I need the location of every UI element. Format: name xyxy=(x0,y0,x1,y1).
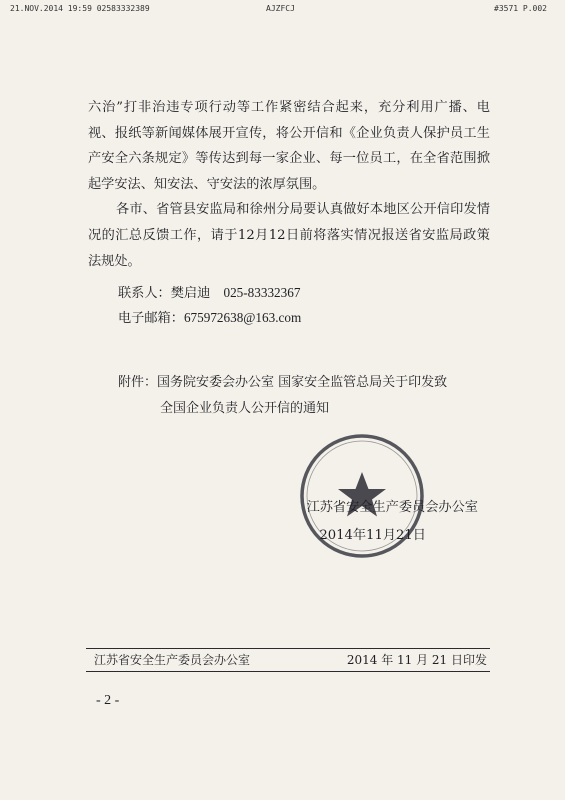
contact-email-label: 电子邮箱： xyxy=(118,311,184,327)
contact-email-row xyxy=(118,305,490,330)
body-paragraph-2: 各市、省管县安监局和徐州分局要认真做好本地区公开信印发情况的汇总反馈工作，请于12月12日前将落实情况报送省安监局政策法规处。 xyxy=(88,202,490,269)
signature-date: 2014年11月21日 xyxy=(319,528,426,543)
attachment-line-2: 全国企业负责人公开信的通知 xyxy=(160,401,330,416)
attachment-line-1: 附件：国务院安委会办公室 国家安全监管总局关于印发致 xyxy=(118,375,448,390)
fax-timestamp: 21.NOV.2014 19:59 02583332389 xyxy=(10,4,150,13)
attachment-block xyxy=(118,370,498,422)
body-paragraph-1: 六治”打非治违专项行动等工作紧密结合起来，充分利用广播、电视、报纸等新闻媒体展开宣传，将公开信和《企业负责人保护员工生产安全六条规定》等传达到每一家企业、每一位员工，在全省范围掀起学安法、知安法、守安法的浓厚氛围。 xyxy=(88,100,490,192)
footer-issue-date: 2014 年 11 月 21 日印发 xyxy=(346,653,487,667)
contact-person-value: 樊启迪 025-83332367 xyxy=(170,285,301,301)
contact-person-row xyxy=(118,280,490,305)
fax-station-id: AJZFCJ xyxy=(266,4,295,13)
fax-page-id: #3571 P.002 xyxy=(494,4,547,13)
footer-rule-bottom xyxy=(86,671,490,672)
signature-org: 江苏省安全生产委员会办公室 xyxy=(306,500,478,515)
contact-person-label: 联系人： xyxy=(118,286,171,302)
footer-issuer: 江苏省安全生产委员会办公室 xyxy=(94,653,251,667)
page-number: - 2 - xyxy=(96,693,120,708)
signature-block xyxy=(258,494,478,550)
contact-block xyxy=(118,280,490,330)
fax-header xyxy=(0,4,565,16)
document-body xyxy=(88,95,490,330)
footer-rule-top xyxy=(86,648,490,649)
contact-email-value: 675972638@163.com xyxy=(183,310,302,326)
